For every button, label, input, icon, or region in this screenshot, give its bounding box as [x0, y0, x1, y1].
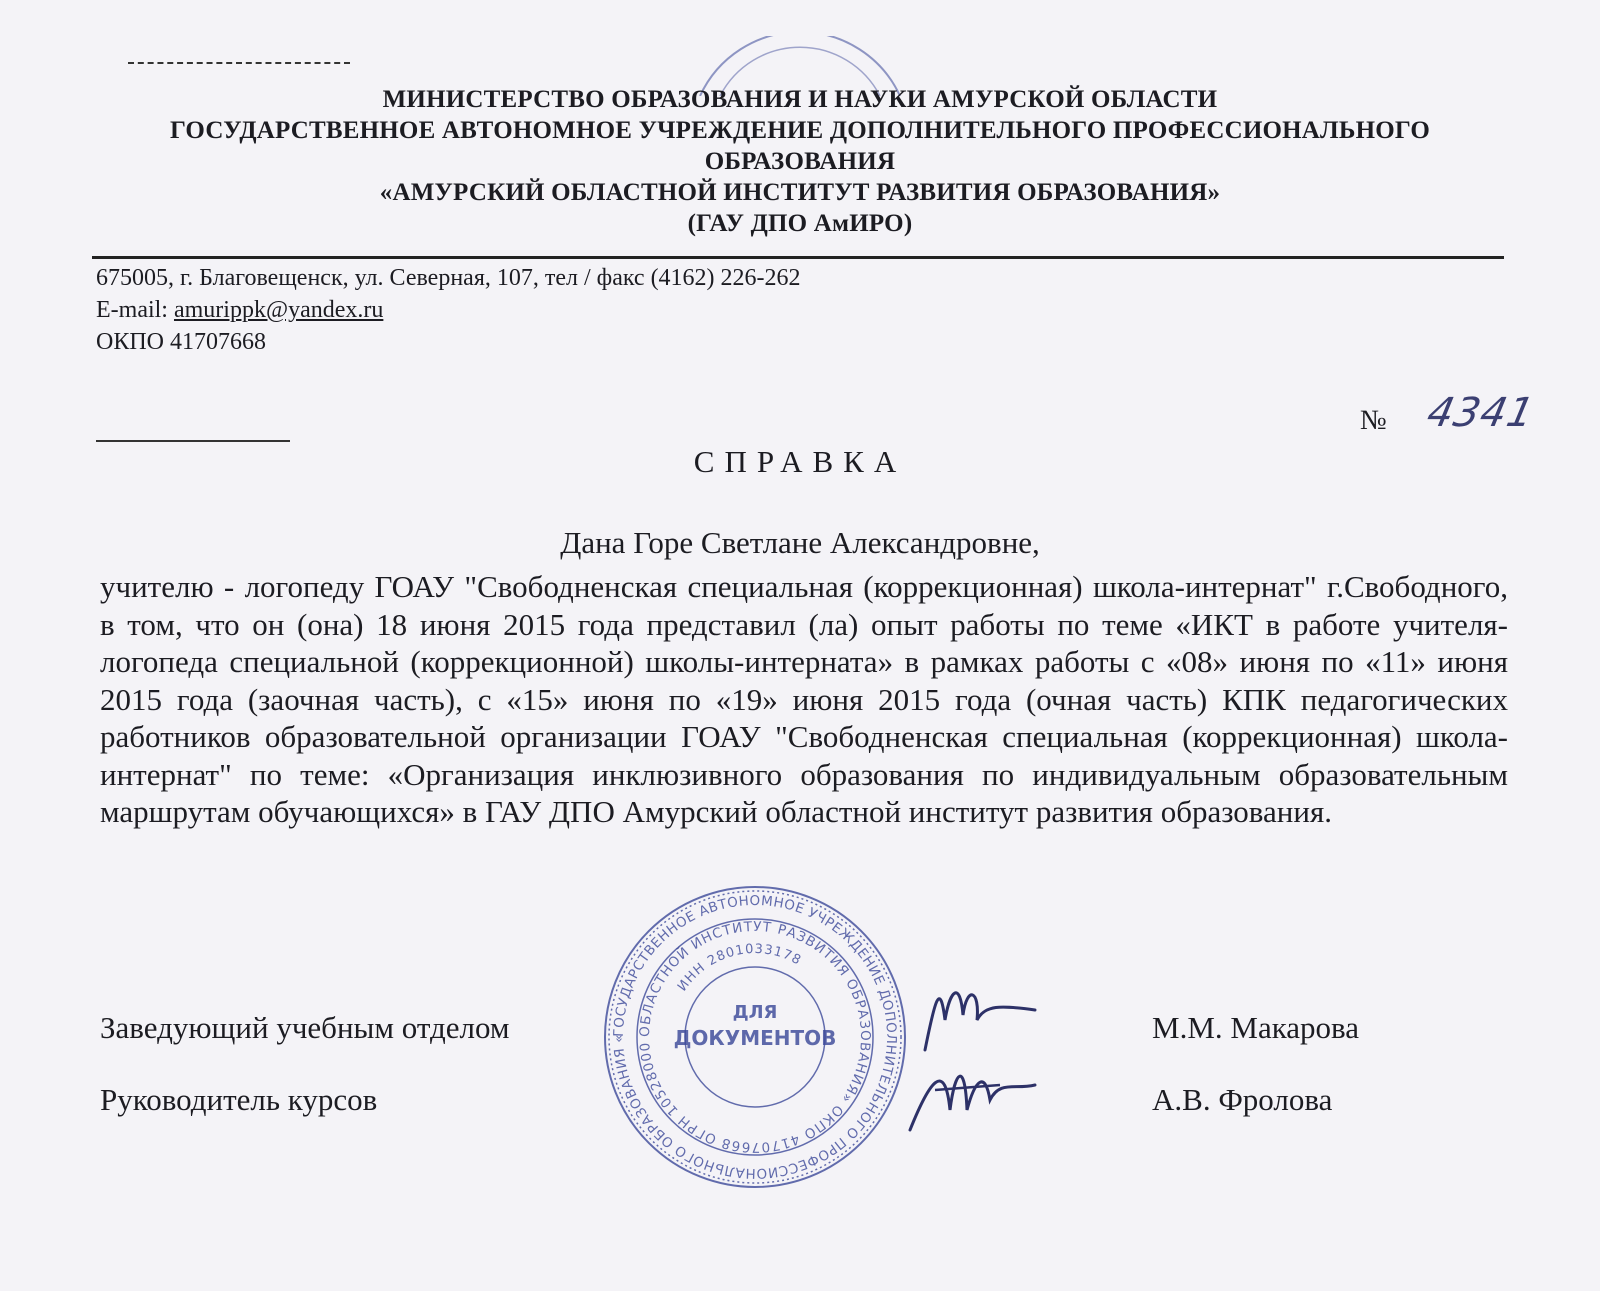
handwritten-signatures: [905, 960, 1045, 1150]
stamp-inn-text: ИНН 2801033178: [675, 941, 804, 995]
header-institution-name: «АМУРСКИЙ ОБЛАСТНОЙ ИНСТИТУТ РАЗВИТИЯ ОБРАЗОВАНИЯ»: [379, 179, 1221, 206]
number-label: №: [1360, 405, 1387, 436]
address-line: 675005, г. Благовещенск, ул. Северная, 107, тел / факс (4162) 226-262: [96, 265, 801, 291]
signatory-name: А.В. Фролова: [1152, 1082, 1333, 1117]
stamp-outer-text: ГОСУДАРСТВЕННОЕ АВТОНОМНОЕ УЧРЕЖДЕНИЕ ДОПОЛНИТЕЛЬНОГО ПРОФЕССИОНАЛЬНОГО ОБРАЗОВАНИЯ «: [610, 892, 900, 1182]
institution-header: [0, 84, 1600, 239]
header-institution-type: ГОСУДАРСТВЕННОЕ АВТОНОМНОЕ УЧРЕЖДЕНИЕ ДОПОЛНИТЕЛЬНОГО ПРОФЕССИОНАЛЬНОГО: [169, 117, 1431, 144]
header-abbreviation: (ГАУ ДПО АмИРО): [687, 210, 913, 237]
contact-block: [96, 262, 801, 358]
signatory-name: М.М. Макарова: [1152, 1010, 1360, 1045]
header-institution-type-cont: ОБРАЗОВАНИЯ: [704, 148, 896, 175]
signatory-role: Руководитель курсов: [100, 1082, 378, 1117]
addressee: Дана Горе Светлане Александровне,: [560, 525, 1040, 560]
document-title: СПРАВКА: [693, 444, 907, 479]
handwritten-number: 4341: [1423, 390, 1539, 436]
email-label: E-mail:: [96, 297, 174, 323]
okpo-line: ОКПО 41707668: [96, 329, 267, 355]
header-ministry: МИНИСТЕРСТВО ОБРАЗОВАНИЯ И НАУКИ АМУРСКОЙ ОБЛАСТИ: [382, 86, 1218, 113]
email-link[interactable]: amurippk@yandex.ru: [173, 297, 384, 323]
certificate-body: учителю - логопеду ГОАУ "Свободненская специальная (коррекционная) школа-интернат" г.Свободного, в том, что он (она) 18 июня 2015 года представил (ла) опыт работы по теме «ИКТ в работе учителя-логопеда специальной (коррекционной) школы-интерната» в рамках работы с «08» июня по «11» июня 2015 года (заочная часть), с «15» июня по «19» июня 2015 года (очная часть) КПК педагогических работников образовательной организации ГОАУ "Свободненская специальная (коррекционная) школа-интернат" по теме: «Организация инклюзивного образования по индивидуальным образовательным маршрутам обучающихся» в ГАУ ДПО Амурский областной институт развития образования.: [100, 569, 1508, 829]
date-blank-line: [96, 440, 290, 442]
stamp-center-line2: ДОКУМЕНТОВ: [673, 1026, 837, 1050]
header-rule: [92, 256, 1504, 259]
stamp-center-line1: ДЛЯ: [732, 1002, 778, 1023]
email-line: [96, 294, 801, 326]
institution-stamp: [600, 882, 910, 1192]
signatory-role: Заведующий учебным отделом: [100, 1010, 510, 1045]
top-dashed-line: [128, 62, 350, 64]
stamp-inner-text: ОБЛАСТНОЙ ИНСТИТУТ РАЗВИТИЯ ОБРАЗОВАНИЯ» ОКПО 41707668 ОГРН 10528000: [636, 918, 874, 1156]
